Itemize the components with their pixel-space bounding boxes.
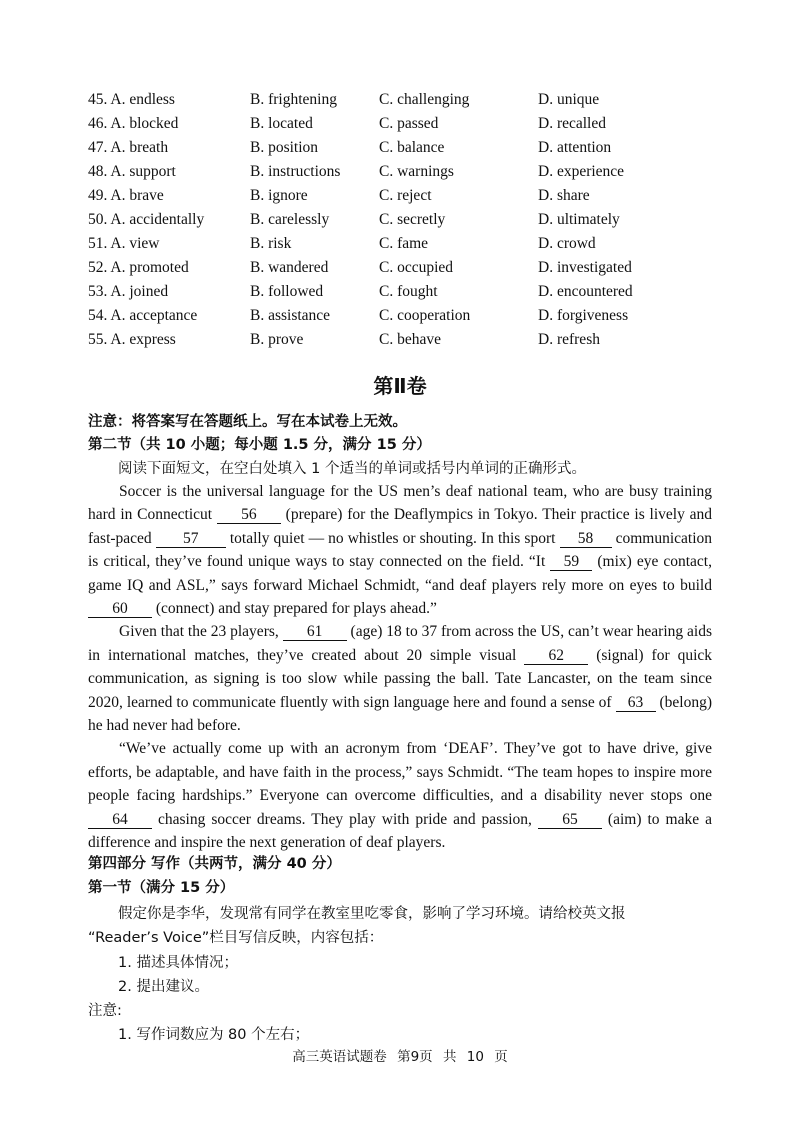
option-d: D. experience xyxy=(538,163,625,180)
option-a: 50. A. accidentally xyxy=(88,211,205,228)
paragraph-3 xyxy=(88,737,712,854)
writing-prompt-continued: “Reader’s Voice”栏目写信反映，内容包括： xyxy=(88,930,384,946)
passage-text: (aim) to make a difference and inspire the next generation of deaf players. xyxy=(88,810,712,852)
option-d: D. investigated xyxy=(538,259,632,276)
option-b: B. carelessly xyxy=(250,211,330,228)
blank-63[interactable]: 63 xyxy=(616,694,656,712)
section-heading: 第二节（共 10 小题；每小题 1.5 分，满分 15 分） xyxy=(88,437,431,453)
passage-text: (connect) and stay prepared for plays ahead.” xyxy=(152,600,437,618)
volume-title: 第Ⅱ卷 xyxy=(373,374,427,398)
instruction: 阅读下面短文，在空白处填入 1 个适当的单词或括号内单词的正确形式。 xyxy=(118,461,586,477)
option-d: D. share xyxy=(538,187,590,204)
passage-text: (mix) eye contact, game IQ and ASL,” says forward Michael Schmidt, “and deaf players rely more on eyes to build xyxy=(88,553,712,594)
paragraph-2 xyxy=(88,620,712,737)
option-row-54 xyxy=(88,304,768,328)
blank-64[interactable]: 64 xyxy=(88,811,152,829)
requirement-item-2: 2. 提出建议。 xyxy=(118,979,209,995)
option-c: C. passed xyxy=(379,115,439,132)
option-b: B. located xyxy=(250,115,313,132)
passage-text: Soccer is the universal language for the US men’s deaf national team, who are busy training hard in Connecticut xyxy=(88,483,712,524)
blank-58[interactable]: 58 xyxy=(560,530,612,548)
note-label: 注意: xyxy=(88,1003,122,1019)
option-row-51 xyxy=(88,232,768,256)
option-c: C. reject xyxy=(379,187,432,204)
passage-text: (signal) for quick communication, as signing is too slow while passing the ball. Tate Lancaster, on the team since 2020, learned to communicate fluently with sign language here and found a sense of xyxy=(88,646,713,711)
notice: 注意：将答案写在答题纸上。写在本试卷上无效。 xyxy=(88,414,407,430)
option-c: C. challenging xyxy=(379,91,470,108)
page-footer: 高三英语试题卷 第9页 共 10 页 xyxy=(292,1049,508,1065)
option-b: B. wandered xyxy=(250,259,329,276)
option-c: C. secretly xyxy=(379,211,446,228)
option-d: D. recalled xyxy=(538,115,606,132)
option-a: 45. A. endless xyxy=(88,91,175,108)
option-c: C. fame xyxy=(379,235,429,252)
blank-60[interactable]: 60 xyxy=(88,600,152,618)
option-b: B. position xyxy=(250,139,319,156)
option-row-49 xyxy=(88,184,768,208)
blank-62[interactable]: 62 xyxy=(524,647,588,665)
option-a: 51. A. view xyxy=(88,235,160,252)
option-d: D. attention xyxy=(538,139,612,156)
option-d: D. ultimately xyxy=(538,211,620,228)
option-b: B. assistance xyxy=(250,307,331,324)
option-row-45 xyxy=(88,88,768,112)
option-row-46 xyxy=(88,112,768,136)
blank-57[interactable]: 57 xyxy=(156,530,226,548)
paragraph-1 xyxy=(88,480,712,620)
passage-text: Given that the 23 players, xyxy=(119,623,283,641)
option-row-47 xyxy=(88,136,768,160)
option-a: 53. A. joined xyxy=(88,283,169,300)
passage xyxy=(88,480,712,855)
option-a: 47. A. breath xyxy=(88,139,169,156)
blank-56[interactable]: 56 xyxy=(217,506,281,524)
option-a: 48. A. support xyxy=(88,163,176,180)
blank-61[interactable]: 61 xyxy=(283,623,347,641)
passage-text: “We’ve actually come up with an acronym from ‘DEAF’. They’ve got to have drive, give efforts, be adaptable, and have faith in the process,” says Schmidt. “The team hopes to inspire more people facing hardships.” Everyone can overcome difficulties, and a disability never stops one xyxy=(88,740,712,805)
section1-heading: 第一节（满分 15 分） xyxy=(88,880,235,896)
option-d: D. refresh xyxy=(538,331,600,348)
option-b: B. followed xyxy=(250,283,324,300)
passage-text: communication is critical, they’ve found unique ways to stay connected on the field. “It xyxy=(88,529,712,571)
answer-options xyxy=(88,88,768,352)
option-row-53 xyxy=(88,280,768,304)
option-c: C. balance xyxy=(379,139,445,156)
option-b: B. prove xyxy=(250,331,304,348)
option-b: B. instructions xyxy=(250,163,341,180)
option-c: C. behave xyxy=(379,331,441,348)
option-b: B. frightening xyxy=(250,91,337,108)
blank-59[interactable]: 59 xyxy=(550,553,592,571)
option-a: 52. A. promoted xyxy=(88,259,189,276)
blank-65[interactable]: 65 xyxy=(538,811,602,829)
option-d: D. forgiveness xyxy=(538,307,629,324)
note-item-1: 1. 写作词数应为 80 个左右； xyxy=(118,1027,310,1043)
part4-heading: 第四部分 写作（共两节，满分 40 分） xyxy=(88,856,341,872)
option-row-48 xyxy=(88,160,768,184)
writing-prompt: 假定你是李华，发现常有同学在教室里吃零食，影响了学习环境。请给校英文报 xyxy=(118,906,626,922)
option-d: D. encountered xyxy=(538,283,633,300)
option-row-50 xyxy=(88,208,768,232)
passage-text: (age) 18 to 37 from across the US, can’t wear hearing aids in international matches, they’ve created about 20 simple visual xyxy=(88,623,712,664)
passage-text: totally quiet — no whistles or shouting. In this sport xyxy=(225,529,560,547)
requirement-item-1: 1. 描述具体情况； xyxy=(118,955,238,971)
option-d: D. crowd xyxy=(538,235,596,252)
passage-text: chasing soccer dreams. They play with pride and passion, xyxy=(152,810,538,828)
option-row-52 xyxy=(88,256,768,280)
option-row-55 xyxy=(88,328,768,352)
option-d: D. unique xyxy=(538,91,600,108)
option-a: 54. A. acceptance xyxy=(88,307,198,324)
option-a: 46. A. blocked xyxy=(88,115,179,132)
option-c: C. cooperation xyxy=(379,307,471,324)
option-a: 55. A. express xyxy=(88,331,176,348)
option-c: C. warnings xyxy=(379,163,454,180)
option-b: B. risk xyxy=(250,235,292,252)
passage-text: (prepare) for the Deaflympics in Tokyo. Their practice is lively and fast-paced xyxy=(88,506,713,547)
option-c: C. fought xyxy=(379,283,438,300)
option-b: B. ignore xyxy=(250,187,308,204)
passage-text: (belong) he had never had before. xyxy=(88,693,712,735)
option-c: C. occupied xyxy=(379,259,454,276)
option-a: 49. A. brave xyxy=(88,187,164,204)
